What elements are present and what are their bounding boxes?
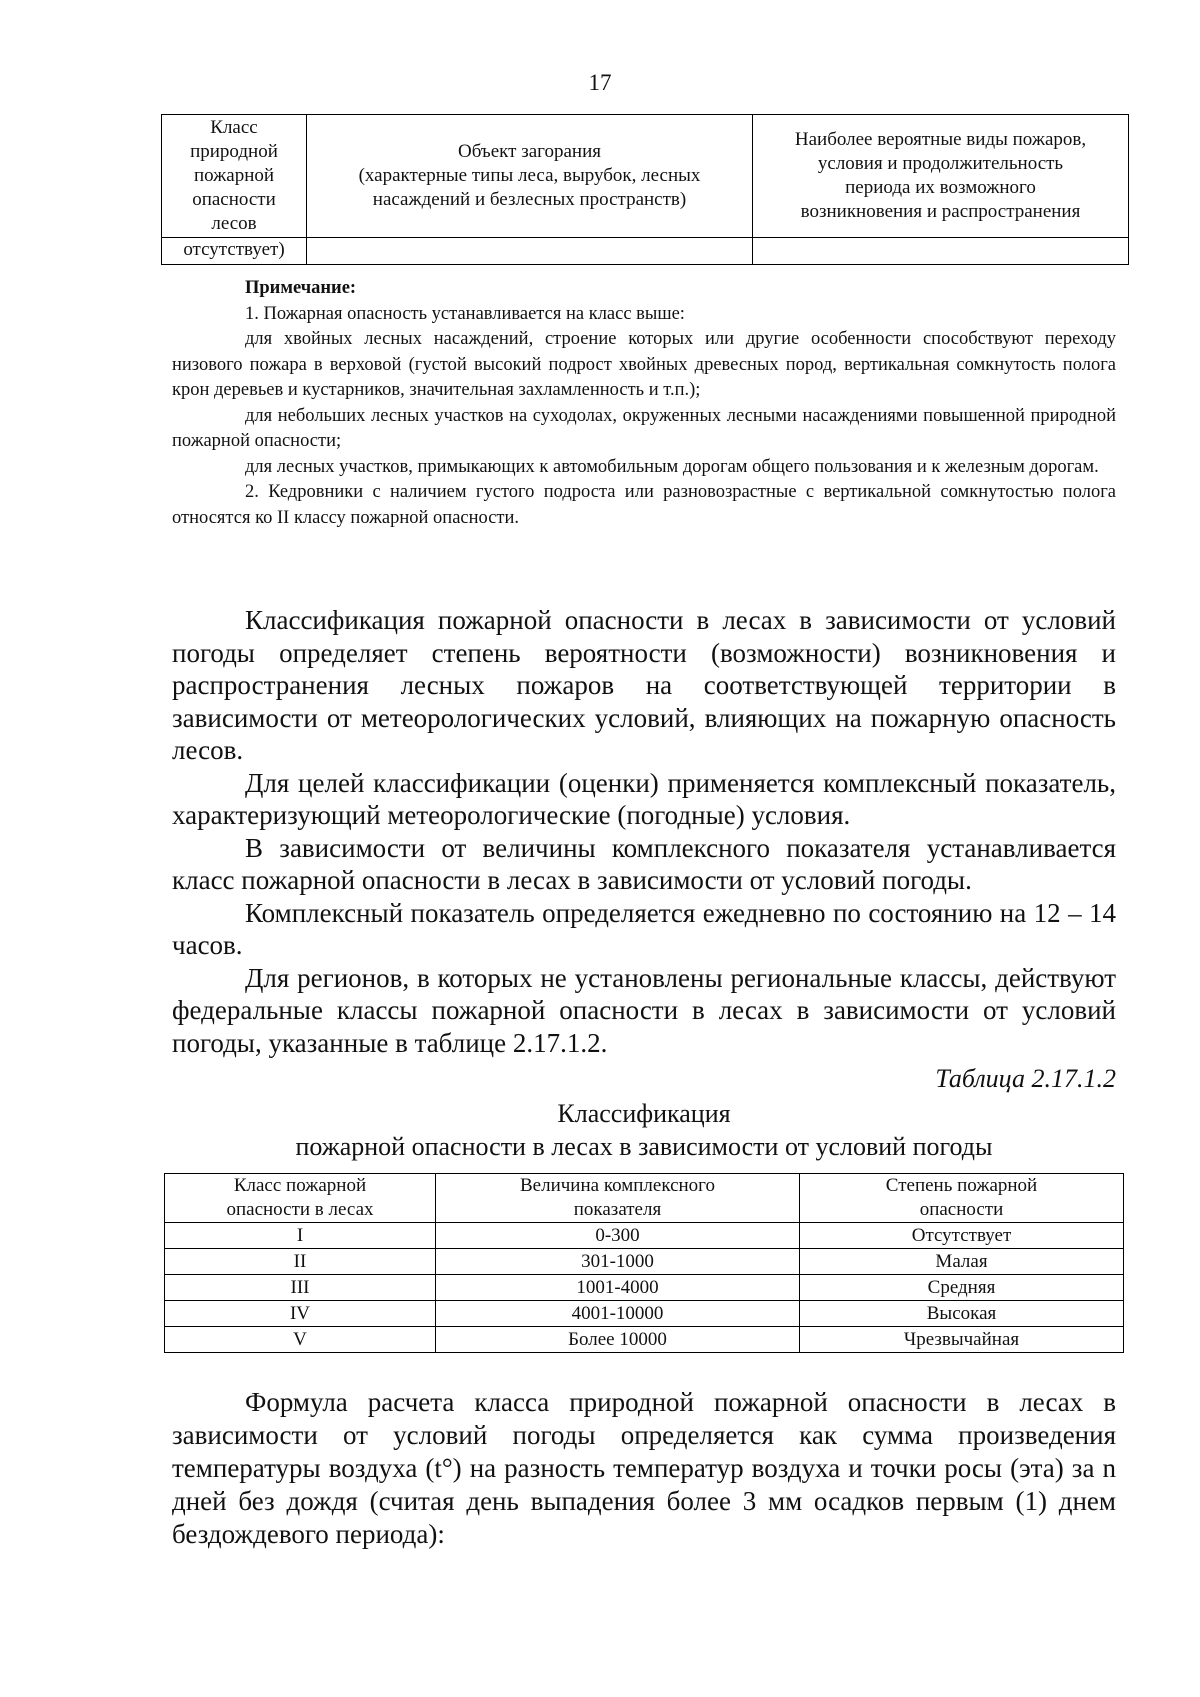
table-row	[165, 1223, 1124, 1249]
table-cell: 4001-10000	[436, 1301, 800, 1327]
table-cell: отсутствует)	[162, 238, 307, 265]
note-item: для хвойных лесных насаждений, строение которых или другие особенности способствуют переходу низового пожара в верховой (густой высокий подрост хвойных древесных пород, вертикальная сомкнутость полога крон деревьев и кустарников, значительная захламленность и т.п.);	[172, 329, 1116, 400]
body-text	[172, 604, 1116, 1059]
table-cell: I	[165, 1223, 436, 1249]
table-cell: Отсутствует	[800, 1223, 1124, 1249]
formula-text	[172, 1386, 1116, 1551]
table-cell: IV	[165, 1301, 436, 1327]
table-cell: Чрезвычайная	[800, 1327, 1124, 1353]
note-item: 2. Кедровники с наличием густого подроста или разновозрастные с вертикальной сомкнутостью полога относятся ко II классу пожарной опасности.	[172, 482, 1116, 528]
table-header-row	[162, 115, 1129, 238]
forest-fire-class-table-continued	[161, 114, 1129, 265]
paragraph: Для целей классификации (оценки) применяется комплексный показатель, характеризующий метеорологические (погодные) условия.	[172, 767, 1116, 830]
table-cell: II	[165, 1249, 436, 1275]
table-title-line: Классификация	[557, 1099, 731, 1128]
table-cell	[753, 238, 1129, 265]
paragraph: Формула расчета класса природной пожарной опасности в лесах в зависимости от условий погоды определяется как сумма произведения температуры воздуха (t°) на разность температур воздуха и точки росы (эта) за n дней без дождя (считая день выпадения более 3 мм осадков первым (1) днем бездождевого периода):	[172, 1387, 1116, 1549]
header-cell-danger-level: Степень пожарной опасности	[800, 1174, 1124, 1223]
page-number: 17	[588, 70, 612, 95]
note-item: 1. Пожарная опасность устанавливается на класс выше:	[245, 303, 685, 324]
header-cell-class: Класс природной пожарной опасности лесов	[162, 115, 307, 238]
notes-title: Примечание:	[245, 278, 357, 298]
table-cell: Малая	[800, 1249, 1124, 1275]
header-cell-fire-types: Наиболее вероятные виды пожаров, условия и продолжительность периода их возможного возникновения и распространения	[753, 115, 1129, 238]
paragraph: Классификация пожарной опасности в лесах в зависимости от условий погоды определяет степень вероятности (возможности) возникновения и распространения лесных пожаров на соответствующей территории в зависимости от метеорологических условий, влияющих на пожарную опасность лесов.	[172, 605, 1116, 765]
table-notes	[172, 276, 1116, 531]
table-header-row	[165, 1174, 1124, 1223]
paragraph: Комплексный показатель определяется ежедневно по состоянию на 12 – 14 часов.	[172, 897, 1116, 960]
note-item: для лесных участков, примыкающих к автомобильным дорогам общего пользования и к железным дорогам.	[245, 456, 1099, 477]
note-item: для небольших лесных участков на суходолах, окруженных лесными насаждениями повышенной природной пожарной опасности;	[172, 405, 1116, 451]
table-cell: 0-300	[436, 1223, 800, 1249]
table-cell	[307, 238, 753, 265]
table-cell: Высокая	[800, 1301, 1124, 1327]
table-row	[165, 1327, 1124, 1353]
weather-fire-class-table	[164, 1173, 1124, 1353]
table-cell: III	[165, 1275, 436, 1301]
table-cell: 301-1000	[436, 1249, 800, 1275]
paragraph: В зависимости от величины комплексного показателя устанавливается класс пожарной опасности в лесах в зависимости от условий погоды.	[172, 832, 1116, 895]
table-title-line: пожарной опасности в лесах в зависимости от условий погоды	[295, 1132, 993, 1161]
header-cell-index: Величина комплексного показателя	[436, 1174, 800, 1223]
table-cell: Средняя	[800, 1275, 1124, 1301]
table-row	[162, 238, 1129, 265]
table-row	[165, 1275, 1124, 1301]
table-cell: Более 10000	[436, 1327, 800, 1353]
table-number: Таблица 2.17.1.2	[935, 1064, 1116, 1093]
table-cell: 1001-4000	[436, 1275, 800, 1301]
table-title	[0, 1097, 1200, 1163]
table-cell: V	[165, 1327, 436, 1353]
table-row	[165, 1249, 1124, 1275]
paragraph: Для регионов, в которых не установлены региональные классы, действуют федеральные классы пожарной опасности в лесах в зависимости от условий погоды, указанные в таблице 2.17.1.2.	[172, 962, 1116, 1058]
table-row	[165, 1301, 1124, 1327]
header-cell-class: Класс пожарной опасности в лесах	[165, 1174, 436, 1223]
header-cell-object: Объект загорания (характерные типы леса, вырубок, лесных насаждений и безлесных пространств)	[307, 115, 753, 238]
